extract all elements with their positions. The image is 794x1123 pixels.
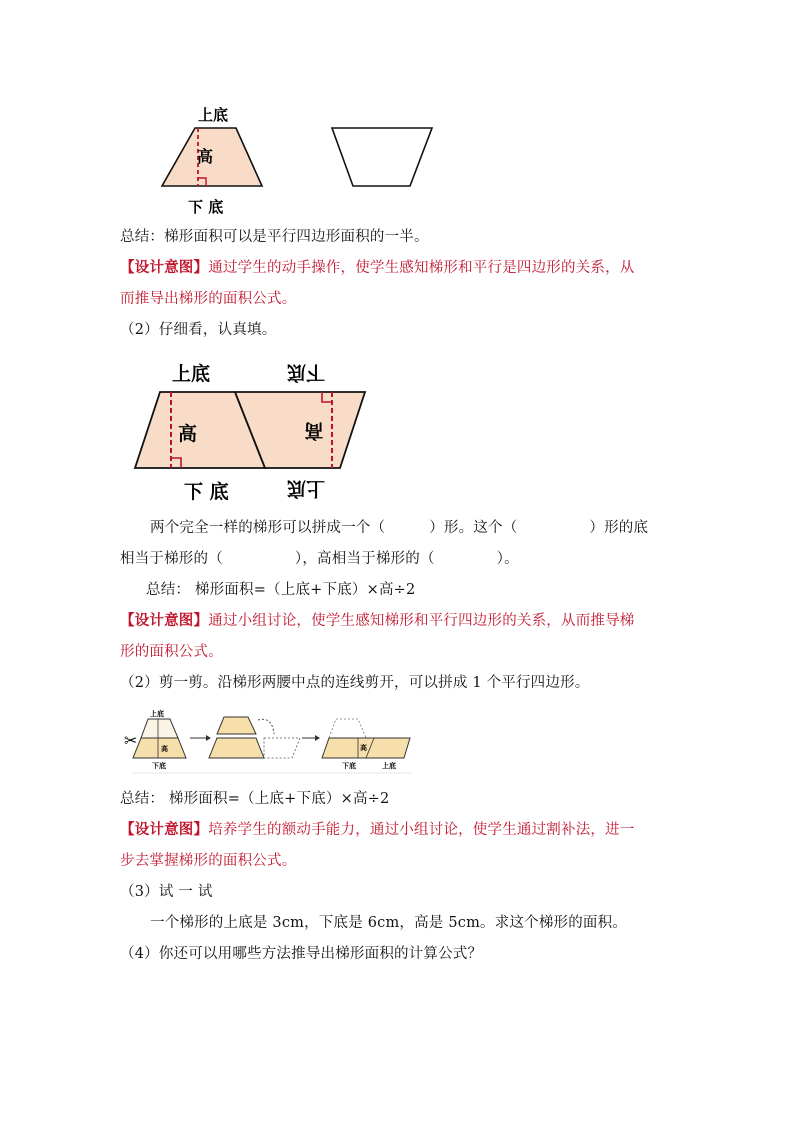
scissors-icon: ✂ <box>124 731 138 750</box>
trapezoid-figure-1 <box>150 98 450 220</box>
bottom-base-label: 下 底 <box>188 198 224 216</box>
fill-text: ）形的底 <box>589 520 649 536</box>
design-intent-2-line-2: 形的面积公式。 <box>120 644 223 660</box>
trapezoid-bottom-part <box>209 738 264 758</box>
top-base-label: 上底 <box>172 363 211 385</box>
height-label-flipped: 高 <box>304 419 324 442</box>
design-intent-text: 通过小组讨论，使学生感知梯形和平行四边形的关系，从而推导梯 <box>208 613 635 629</box>
height-label: 高 <box>161 745 168 753</box>
dashed-target <box>264 738 300 758</box>
design-intent-3-line-1 <box>120 820 635 840</box>
bottom-base-label: 下 底 <box>184 481 229 503</box>
fill-text: ），高相当于梯形的（ <box>294 551 435 567</box>
trapezoid-top-lifted <box>217 717 256 734</box>
height-label: 高 <box>197 147 214 166</box>
step-3-try: （3）试 一 试 <box>120 884 213 900</box>
summary-3: 总结： 梯形面积=（上底+下底）×高÷2 <box>120 791 390 807</box>
design-intent-tag: 【设计意图】 <box>120 821 209 838</box>
step-4-question: （4）你还可以用哪些方法推导出梯形面积的计算公式？ <box>120 946 483 962</box>
cut-rearrange-figure <box>120 702 420 776</box>
trapezoid-inverted <box>332 128 432 186</box>
parallelogram-figure <box>130 350 380 506</box>
height-label: 高 <box>360 744 367 752</box>
dashed-original-top <box>329 719 366 738</box>
summary-2: 总结： 梯形面积=（上底+下底）×高÷2 <box>146 582 416 598</box>
design-intent-tag: 【设计意图】 <box>120 612 209 629</box>
arrow-2-head <box>315 735 320 741</box>
fill-text: ）形。这个（ <box>429 520 518 536</box>
rotate-arrow <box>258 719 274 734</box>
trapezoid-bottom-half <box>133 738 186 758</box>
design-intent-text: 通过学生的动手操作，使学生感知梯形和平行是四边形的关系，从 <box>208 260 635 276</box>
summary-1: 总结：梯形面积可以是平行四边形面积的一半。 <box>120 229 429 245</box>
top-base-label-flipped: 上底 <box>286 477 326 500</box>
design-intent-1-line-2: 而推导出梯形的面积公式。 <box>120 291 297 307</box>
fill-text: 相当于梯形的（ <box>120 551 223 567</box>
top-base-label: 上底 <box>382 762 396 770</box>
bottom-base-label-flipped: 下底 <box>286 361 326 384</box>
height-label: 高 <box>178 423 198 445</box>
top-base-label: 上底 <box>150 710 164 718</box>
fill-text: ）。 <box>496 551 519 567</box>
step-2-cut: （2）剪一剪。沿梯形两腰中点的连线剪开，可以拼成 1 个平行四边形。 <box>120 675 590 691</box>
bottom-base-label: 下底 <box>342 762 356 770</box>
arrow-1-head <box>206 735 211 741</box>
top-base-label: 上底 <box>198 106 229 124</box>
design-intent-3-line-2: 步去掌握梯形的面积公式。 <box>120 853 297 869</box>
practice-problem: 一个梯形的上底是 3cm，下底是 6cm，高是 5cm。求这个梯形的面积。 <box>150 915 628 931</box>
design-intent-2-line-1 <box>120 611 635 631</box>
fill-in-line-1 <box>150 518 648 538</box>
trapezoid-top-half <box>141 719 178 738</box>
step-2-look-fill: （2）仔细看，认真填。 <box>120 322 277 338</box>
design-intent-tag: 【设计意图】 <box>120 259 209 276</box>
bottom-base-label: 下底 <box>152 762 166 770</box>
fill-text: 两个完全一样的梯形可以拼成一个（ <box>150 520 386 536</box>
design-intent-1-line-1 <box>120 258 635 278</box>
fill-in-line-2 <box>120 549 519 569</box>
design-intent-text: 培养学生的额动手能力，通过小组讨论，使学生通过割补法，进一 <box>208 822 635 838</box>
